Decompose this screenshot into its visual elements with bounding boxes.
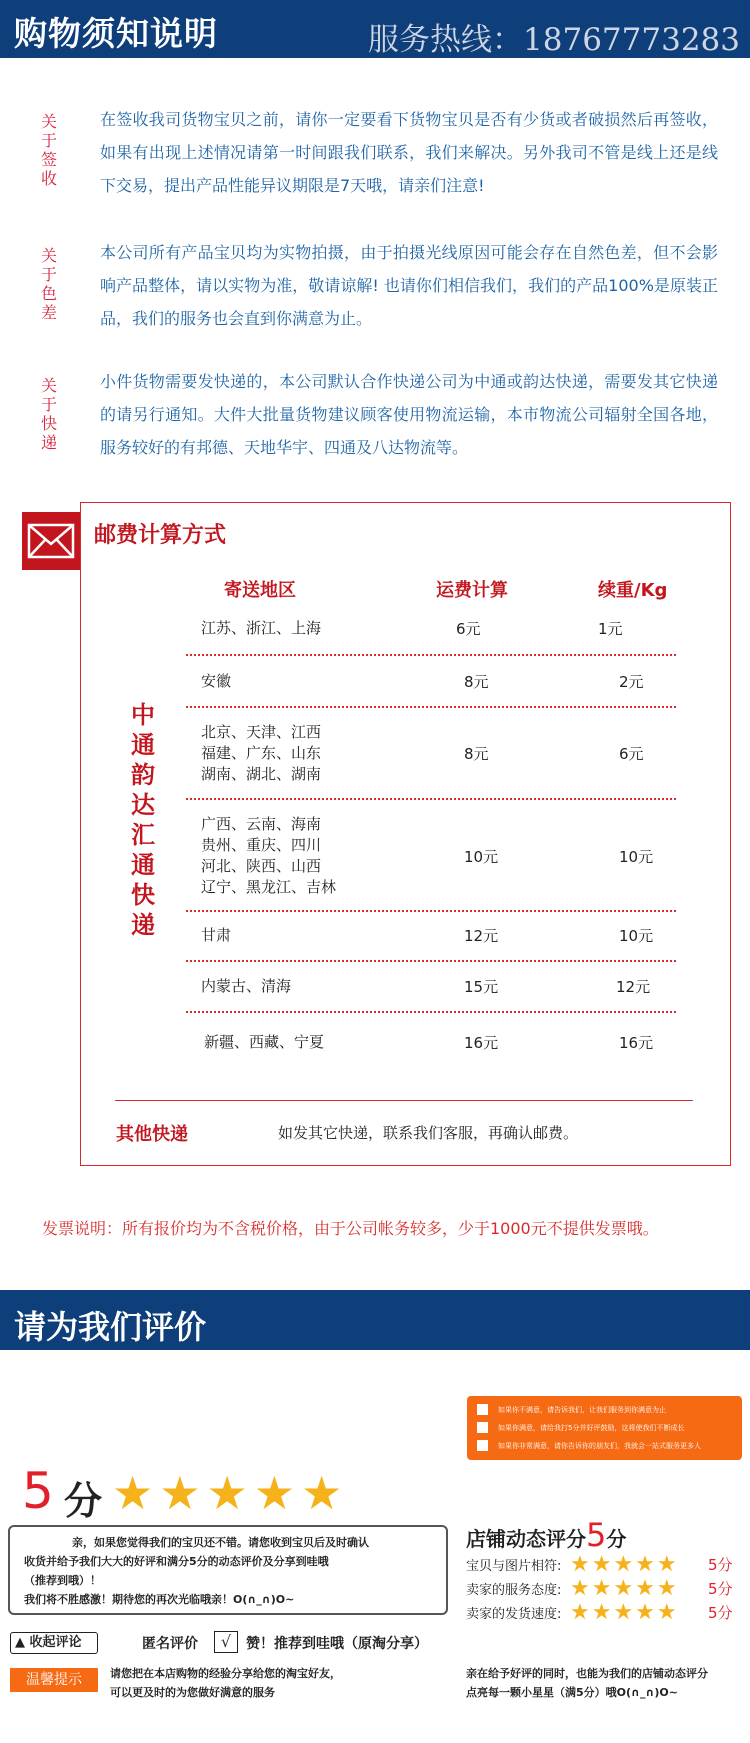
row-fee: 16元: [464, 1034, 499, 1052]
row-divider: [186, 654, 676, 656]
shop-rating-score: 5: [586, 1516, 607, 1554]
hint-text: 如果你满意，请给我打5分并好评鼓励，这将使我们不断成长: [498, 1423, 685, 1432]
star-icon: ★★★★★: [570, 1552, 679, 1577]
table-row: [186, 814, 676, 900]
row-divider: [186, 798, 676, 800]
tip-text: [110, 1664, 341, 1702]
table-row: [186, 722, 676, 788]
note-text-express: 小件货物需要发快递的，本公司默认合作快递公司为中通或韵达快递，需要发其它快递的请另行通知。大件大批量货物建议顾客使用物流运输，本市物流公司辐射全国各地，服务较好的有邦德、天地华宇、四通及八达物流等。: [100, 372, 718, 457]
checkbox-icon: [477, 1422, 488, 1433]
review-line: （推荐到哦）！: [24, 1574, 101, 1587]
table-row: [186, 976, 676, 1006]
row-fee: 12元: [464, 927, 499, 945]
checkbox-icon: [477, 1404, 488, 1415]
shop-rating-unit: 分: [606, 1527, 627, 1551]
row-region: 江苏、浙江、上海: [201, 619, 322, 637]
review-line: 亲，如果您觉得我们的宝贝还不错。请您收到宝贝后及时确认: [72, 1536, 369, 1549]
envelope-icon: [22, 512, 80, 570]
evaluation-banner: [0, 1290, 750, 1350]
footer-line: 点亮每一颗小星星（满5分）哦O(∩_∩)O~: [466, 1686, 678, 1699]
hint-row: [477, 1422, 684, 1433]
row-fee: 10元: [464, 848, 499, 866]
star-rating-icon: ★★★★★: [112, 1466, 349, 1520]
row-fee: 8元: [464, 673, 489, 691]
note-side-color: 关于色差: [40, 246, 57, 322]
other-express-text: 如发其它快递，联系我们客服，再确认邮费。: [278, 1124, 579, 1142]
table-row: [186, 618, 676, 648]
rating-row: [466, 1600, 733, 1625]
footer-line: 亲在给予好评的同时，也能为我们的店铺动态评分: [466, 1667, 708, 1680]
other-express-label: 其他快递: [116, 1124, 188, 1145]
page-title: 购物须知说明: [14, 14, 218, 53]
tip-line: 请您把在本店购物的经验分享给您的淘宝好友，: [110, 1667, 341, 1680]
row-region: 新疆、西藏、宁夏: [204, 1033, 325, 1051]
shop-rating-label: 店铺动态评分: [466, 1527, 586, 1551]
rating-row: [466, 1576, 733, 1601]
fold-comments-button[interactable]: ▲ 收起评论: [10, 1632, 98, 1654]
carrier-names: 中通 韵达 汇通快递: [131, 701, 155, 939]
rating-row: [466, 1552, 733, 1577]
row-extra: 2元: [619, 673, 644, 691]
star-icon: ★★★★★: [570, 1576, 679, 1601]
row-extra: 10元: [619, 848, 654, 866]
star-icon: ★★★★★: [570, 1600, 679, 1625]
service-hotline: 服务热线：18767773283: [368, 22, 740, 58]
row-region: 广西、云南、海南 贵州、重庆、四川 河北、陕西、山西 辽宁、黑龙江、吉林: [201, 815, 337, 896]
row-extra: 1元: [598, 620, 623, 638]
row-divider: [186, 960, 676, 962]
row-extra: 12元: [616, 978, 651, 996]
row-region: 甘肃: [201, 926, 232, 944]
note-side-express: 关于快递: [40, 376, 57, 452]
note-text-sign: 在签收我司货物宝贝之前，请你一定要看下货物宝贝是否有少货或者破损然后再签收，如果有出现上述情况请第一时间跟我们联系，我们来解决。另外我司不管是线上还是线下交易，提出产品性能异议期限是7天哦，请亲们注意!: [100, 110, 718, 195]
rating-label: 卖家的发货速度:: [466, 1607, 562, 1622]
row-divider: [186, 910, 676, 912]
hint-row: [477, 1404, 666, 1415]
shop-rating-title: [466, 1516, 626, 1554]
feedback-hint-box: [467, 1396, 742, 1460]
shipping-title: 邮费计算方式: [94, 523, 227, 548]
rating-label: 卖家的服务态度:: [466, 1583, 562, 1598]
row-divider: [186, 706, 676, 708]
rating-score: 5分: [708, 1604, 733, 1622]
row-region: 北京、天津、江西 福建、广东、山东 湖南、湖北、湖南: [201, 723, 322, 783]
hint-row: [477, 1440, 701, 1451]
col-header-fee: 运费计算: [436, 580, 508, 601]
table-row: [186, 925, 676, 955]
rating-score: 5分: [708, 1580, 733, 1598]
big-score: 5: [22, 1462, 54, 1520]
col-header-extra: 续重/Kg: [598, 580, 668, 601]
row-extra: 16元: [619, 1034, 654, 1052]
table-bottom-line: [115, 1100, 693, 1101]
table-row: [186, 671, 676, 701]
row-divider: [186, 1011, 676, 1013]
row-region: 安徽: [201, 672, 232, 690]
review-request-box: [8, 1525, 448, 1615]
note-side-sign: 关于签收: [40, 112, 57, 188]
rating-score: 5分: [708, 1556, 733, 1574]
invoice-note: 发票说明：所有报价均为不含税价格，由于公司帐务较多，少于1000元不提供发票哦。: [42, 1219, 659, 1238]
big-score-unit: 分: [64, 1479, 103, 1523]
review-line: 收货并给予我们大大的好评和满分5分的动态评价及分享到哇哦: [24, 1555, 329, 1568]
note-text-color: 本公司所有产品宝贝均为实物拍摄，由于拍摄光线原因可能会存在自然色差，但不会影响产品整体，请以实物为准，敬请谅解! 也请你们相信我们，我们的产品100%是原装正品，我们的服务也会直到你满意为止。: [100, 243, 718, 328]
hint-text: 如果你非常满意，请你告诉你的朋友们，我就会一站式服务更多人: [498, 1441, 701, 1450]
row-extra: 6元: [619, 745, 644, 763]
like-share-label: 赞！推荐到哇哦（原淘分享）: [246, 1636, 428, 1652]
row-extra: 10元: [619, 927, 654, 945]
row-fee: 6元: [456, 620, 481, 638]
review-line: 我们将不胜感激！期待您的再次光临哦亲！O(∩_∩)O~: [24, 1593, 295, 1606]
table-row: [186, 1032, 676, 1062]
row-fee: 8元: [464, 745, 489, 763]
evaluation-title: 请为我们评价: [14, 1308, 207, 1346]
anonymous-review-label: 匿名评价: [142, 1636, 198, 1652]
tip-line: 可以更及时的为您做好满意的服务: [110, 1686, 275, 1699]
tip-tag: 温馨提示: [10, 1668, 98, 1692]
hint-text: 如果你不满意，请告诉我们，让我们服务到你满意为止: [498, 1405, 666, 1414]
col-header-region: 寄送地区: [224, 580, 296, 601]
row-fee: 15元: [464, 978, 499, 996]
row-region: 内蒙古、清海: [201, 977, 292, 995]
checkbox-icon: [477, 1440, 488, 1451]
rating-label: 宝贝与图片相符:: [466, 1559, 562, 1574]
anonymous-checkbox[interactable]: √: [214, 1631, 238, 1653]
footer-note: [466, 1664, 708, 1702]
header-banner: [0, 0, 750, 58]
